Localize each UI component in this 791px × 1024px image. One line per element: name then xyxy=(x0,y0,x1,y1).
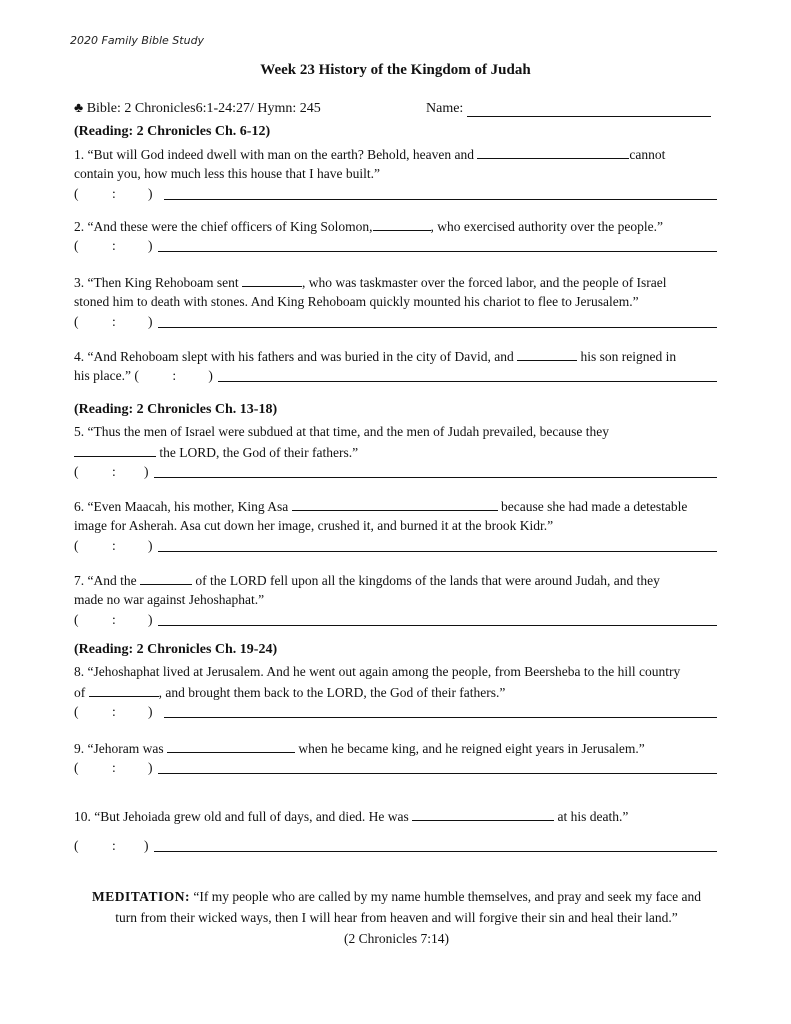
answer-blank[interactable] xyxy=(242,272,302,287)
question-text: , who exercised authority over the people.” xyxy=(430,219,663,234)
ref-close: ) xyxy=(148,314,153,329)
ref-close: ) xyxy=(148,538,153,553)
ref-open: ( xyxy=(74,538,79,553)
reference-row xyxy=(74,758,719,778)
section-heading: (Reading: 2 Chronicles Ch. 19-24) xyxy=(74,642,278,657)
verse-answer-line[interactable] xyxy=(158,251,717,252)
meditation-block xyxy=(74,886,719,949)
reference-row xyxy=(74,836,719,856)
ref-close: ) xyxy=(144,838,149,853)
ref-open: ( xyxy=(74,838,79,853)
reference-row xyxy=(74,536,719,556)
ref-colon: : xyxy=(112,186,116,201)
verse-answer-line[interactable] xyxy=(158,327,717,328)
answer-blank[interactable] xyxy=(140,570,192,585)
question-text: of the LORD fell upon all the kingdoms of the lands that were around Judah, and they xyxy=(195,573,660,588)
question-text: 10. “But Jehoiada grew old and full of days, and died. He was xyxy=(74,809,409,824)
question-7 xyxy=(74,570,719,630)
verse-answer-line[interactable] xyxy=(164,199,717,200)
ref-close: ) xyxy=(208,368,213,383)
question-text: 8. “Jehoshaphat lived at Jerusalem. And he went out again among the people, from Beersheba to the hill country xyxy=(74,664,681,679)
question-text: contain you, how much less this house that I have built.” xyxy=(74,166,380,181)
answer-blank[interactable] xyxy=(167,738,295,753)
reference-row xyxy=(74,184,719,204)
verse-answer-line[interactable] xyxy=(158,551,717,552)
section-heading: (Reading: 2 Chronicles Ch. 13-18) xyxy=(74,402,278,417)
ref-open: ( xyxy=(74,612,79,627)
question-text: of xyxy=(74,685,86,700)
question-text: , and brought them back to the LORD, the God of their fathers.” xyxy=(158,685,506,700)
answer-blank[interactable] xyxy=(74,442,156,457)
ref-colon: : xyxy=(112,314,116,329)
reference-row xyxy=(74,312,719,332)
question-text: 6. “Even Maacah, his mother, King Asa xyxy=(74,499,289,514)
verse-answer-line[interactable] xyxy=(154,477,717,478)
ref-open: ( xyxy=(74,464,79,479)
verse-answer-line[interactable] xyxy=(164,717,717,718)
ref-colon: : xyxy=(112,838,116,853)
question-text: because she had made a detestable xyxy=(501,499,688,514)
ref-colon: : xyxy=(112,464,116,479)
question-5 xyxy=(74,422,719,482)
reference-row xyxy=(74,610,719,630)
question-text: image for Asherah. Asa cut down her image, crushed it, and burned it at the brook Kidr.” xyxy=(74,518,554,533)
verse-answer-line[interactable] xyxy=(218,381,717,382)
question-text: 4. “And Rehoboam slept with his fathers and was buried in the city of David, and xyxy=(74,349,514,364)
question-8 xyxy=(74,662,719,722)
question-text: at his death.” xyxy=(557,809,629,824)
question-text: 1. “But will God indeed dwell with man on the earth? Behold, heaven and xyxy=(74,147,475,162)
ref-open: ( xyxy=(74,238,79,253)
verse-answer-line[interactable] xyxy=(154,851,717,852)
question-4 xyxy=(74,346,719,386)
ref-close: ) xyxy=(148,612,153,627)
reference-row xyxy=(74,236,719,256)
ref-colon: : xyxy=(112,538,116,553)
ref-colon: : xyxy=(112,704,116,719)
ref-open: ( xyxy=(134,368,139,383)
bible-reference-label: ♣ Bible: 2 Chronicles6:1-24:27/ Hymn: 245 xyxy=(74,101,321,116)
ref-close: ) xyxy=(144,464,149,479)
ref-open: ( xyxy=(74,314,79,329)
question-text: 7. “And the xyxy=(74,573,137,588)
question-10 xyxy=(74,806,719,856)
question-text: stoned him to death with stones. And King Rehoboam quickly mounted his chariot to flee to Jerusalem.” xyxy=(74,294,639,309)
section-heading: (Reading: 2 Chronicles Ch. 6-12) xyxy=(74,124,271,139)
answer-blank[interactable] xyxy=(517,346,577,361)
name-field[interactable] xyxy=(467,116,711,117)
answer-blank[interactable] xyxy=(477,144,629,159)
ref-open: ( xyxy=(74,186,79,201)
reference-row xyxy=(74,462,719,482)
ref-close: ) xyxy=(148,704,153,719)
question-text: his place.” xyxy=(74,368,131,383)
meditation-label: MEDITATION: xyxy=(92,889,191,904)
verse-answer-line[interactable] xyxy=(158,625,717,626)
answer-blank[interactable] xyxy=(89,682,159,697)
ref-close: ) xyxy=(148,238,153,253)
question-text: the LORD, the God of their fathers.” xyxy=(159,445,359,460)
question-text: 9. “Jehoram was xyxy=(74,741,164,756)
answer-blank[interactable] xyxy=(373,216,431,231)
question-text: cannot xyxy=(629,147,666,162)
question-text: made no war against Jehoshaphat.” xyxy=(74,592,265,607)
ref-colon: : xyxy=(112,238,116,253)
header-tag: 2020 Family Bible Study xyxy=(70,34,205,47)
worksheet-meta xyxy=(74,101,464,117)
meditation-text: turn from their wicked ways, then I will hear from heaven and will forgive their sin and heal their land.” xyxy=(115,910,678,925)
question-6 xyxy=(74,496,719,556)
question-text: , who was taskmaster over the forced labor, and the people of Israel xyxy=(301,275,667,290)
ref-colon: : xyxy=(112,612,116,627)
question-2 xyxy=(74,216,719,256)
ref-close: ) xyxy=(148,186,153,201)
answer-blank[interactable] xyxy=(292,496,498,511)
ref-colon: : xyxy=(172,368,177,383)
ref-open: ( xyxy=(74,760,79,775)
question-text: when he became king, and he reigned eight years in Jerusalem.” xyxy=(298,741,645,756)
question-3 xyxy=(74,272,719,332)
question-9 xyxy=(74,738,719,778)
meditation-text: “If my people who are called by my name humble themselves, and pray and seek my face and xyxy=(190,889,701,904)
ref-colon: : xyxy=(112,760,116,775)
ref-close: ) xyxy=(148,760,153,775)
verse-answer-line[interactable] xyxy=(158,773,717,774)
page-title: Week 23 History of the Kingdom of Judah xyxy=(260,62,531,78)
question-text: 5. “Thus the men of Israel were subdued at that time, and the men of Judah prevailed, because they xyxy=(74,424,609,439)
question-text: his son reigned in xyxy=(580,349,677,364)
name-label: Name: xyxy=(426,101,464,116)
meditation-reference: (2 Chronicles 7:14) xyxy=(344,931,449,946)
question-text: 2. “And these were the chief officers of King Solomon, xyxy=(74,219,373,234)
question-1 xyxy=(74,144,719,204)
ref-open: ( xyxy=(74,704,79,719)
question-text: 3. “Then King Rehoboam sent xyxy=(74,275,239,290)
answer-blank[interactable] xyxy=(412,806,554,821)
reference-row xyxy=(74,702,719,722)
